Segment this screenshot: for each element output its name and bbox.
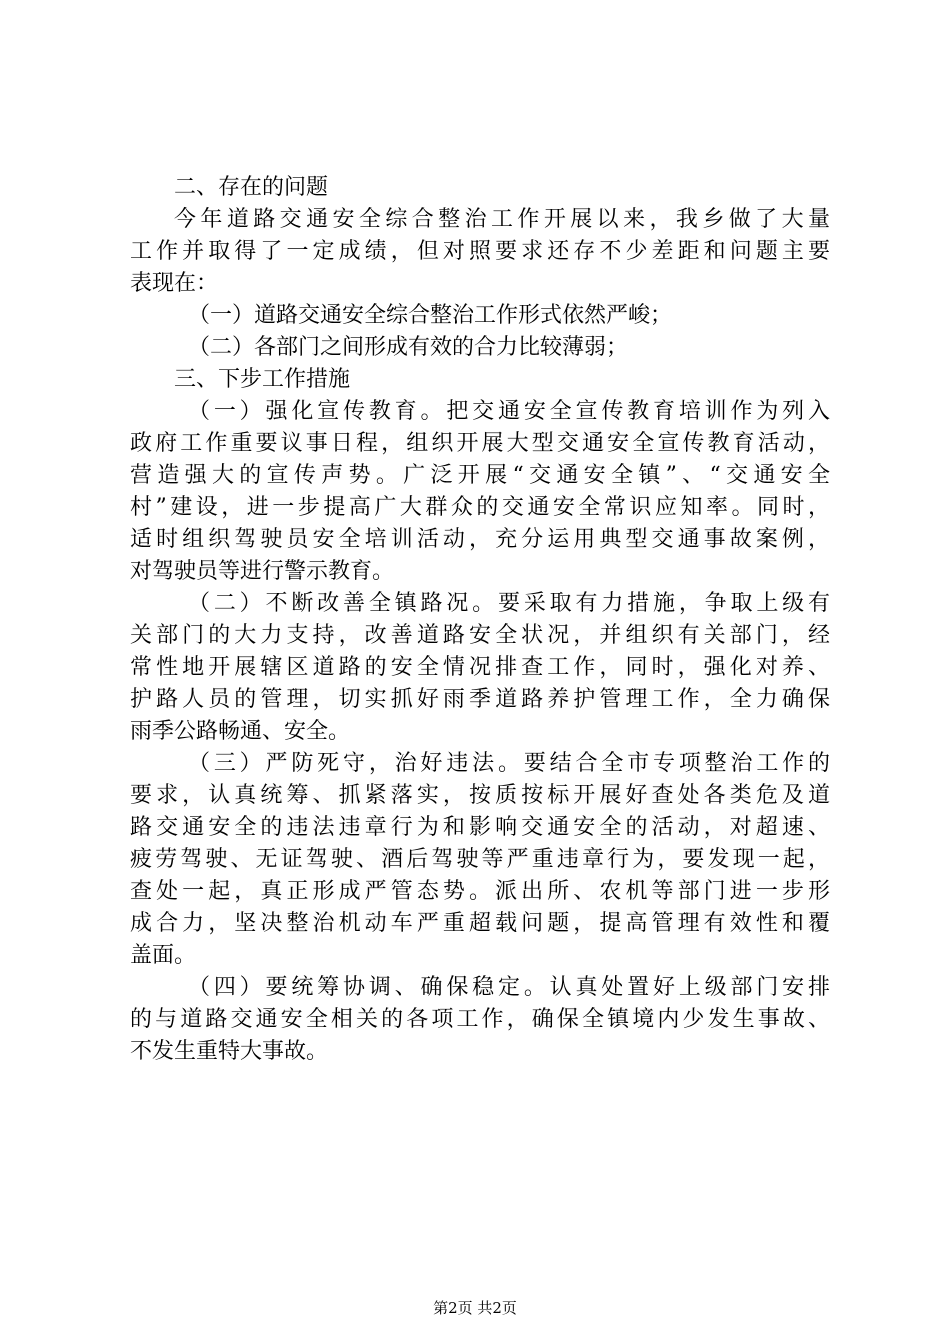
paragraph-line: （二）不断改善全镇路况。要采取有力措施，争取上级有 bbox=[188, 591, 830, 616]
paragraph-line: 对驾驶员等进行警示教育。 bbox=[130, 559, 395, 584]
section-heading: 三、下步工作措施 bbox=[174, 367, 351, 392]
paragraph-line: 常性地开展辖区道路的安全情况排查工作，同时，强化对养、 bbox=[130, 655, 830, 680]
paragraph-line: 的与道路交通安全相关的各项工作，确保全镇境内少发生事故、 bbox=[130, 1007, 830, 1032]
paragraph-line: 路交通安全的违法违章行为和影响交通安全的活动，对超速、 bbox=[130, 815, 830, 840]
paragraph-line: 疲劳驾驶、无证驾驶、酒后驾驶等严重违章行为，要发现一起， bbox=[130, 847, 830, 872]
paragraph-line: 表现在： bbox=[130, 271, 219, 296]
paragraph-line: 适时组织驾驶员安全培训活动，充分运用典型交通事故案例， bbox=[130, 527, 830, 552]
list-item: （一）道路交通安全综合整治工作形式依然严峻； bbox=[188, 303, 673, 328]
paragraph-line: 护路人员的管理，切实抓好雨季道路养护管理工作，全力确保 bbox=[130, 687, 830, 712]
section-heading: 二、存在的问题 bbox=[174, 175, 329, 200]
paragraph-line: 营造强大的宣传声势。广泛开展“交通安全镇”、“交通安全 bbox=[130, 463, 830, 488]
document-body bbox=[130, 172, 830, 1068]
paragraph-line: 成合力，坚决整治机动车严重超载问题，提高管理有效性和覆 bbox=[130, 911, 830, 936]
paragraph-line: 要求，认真统筹、抓紧落实，按质按标开展好查处各类危及道 bbox=[130, 783, 830, 808]
paragraph-line: 盖面。 bbox=[130, 943, 197, 968]
paragraph-line: 今年道路交通安全综合整治工作开展以来，我乡做了大量 bbox=[174, 207, 830, 232]
paragraph-line: （四）要统筹协调、确保稳定。认真处置好上级部门安排 bbox=[188, 975, 830, 1000]
paragraph-line: 雨季公路畅通、安全。 bbox=[130, 719, 351, 744]
list-item: （二）各部门之间形成有效的合力比较薄弱； bbox=[188, 335, 629, 360]
paragraph-line: （三）严防死守，治好违法。要结合全市专项整治工作的 bbox=[188, 751, 830, 776]
paragraph-line: 工作并取得了一定成绩，但对照要求还存不少差距和问题主要 bbox=[130, 239, 830, 264]
paragraph-line: （一）强化宣传教育。把交通安全宣传教育培训作为列入 bbox=[188, 399, 830, 424]
page-number-footer: 第2页 共2页 bbox=[433, 1299, 517, 1317]
paragraph-line: 政府工作重要议事日程，组织开展大型交通安全宣传教育活动， bbox=[130, 431, 830, 456]
paragraph-line: 查处一起，真正形成严管态势。派出所、农机等部门进一步形 bbox=[130, 879, 830, 904]
paragraph-line: 关部门的大力支持，改善道路安全状况，并组织有关部门，经 bbox=[130, 623, 830, 648]
paragraph-line: 村”建设，进一步提高广大群众的交通安全常识应知率。同时， bbox=[130, 495, 830, 520]
paragraph-line: 不发生重特大事故。 bbox=[130, 1039, 329, 1064]
